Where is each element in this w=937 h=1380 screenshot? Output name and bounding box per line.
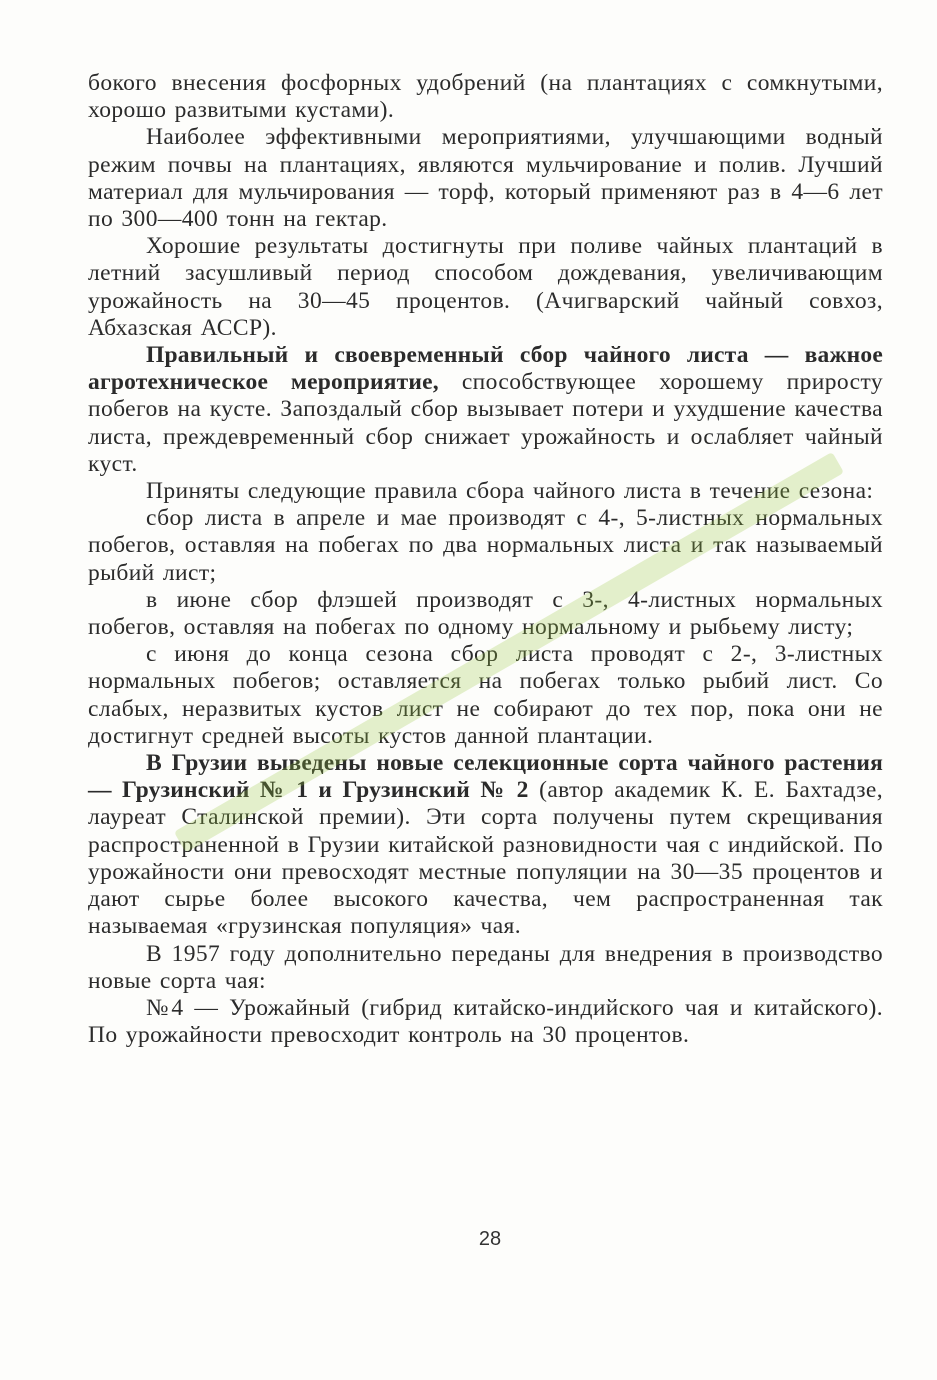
paragraph [88,641,883,750]
page-number: 28 [478,1228,502,1250]
text-run: сбор листа в апреле и мае производят с 4-, 5-листных нормальных побегов, оставляя на побегах по два нормальных листа и так называемый рыбий лист; [88,505,883,586]
paragraph [88,70,883,124]
paragraph [88,505,883,587]
paragraph [88,124,883,233]
text-run: Наиболее эффективными мероприятиями, улучшающими водный режим почвы на плантациях, являются мульчирование и полив. Лучший материал для мульчирования — торф, который применяют раз в 4—6 лет по 300—400 тонн на гектар. [88,124,883,233]
text-run: бокого внесения фосфорных удобрений (на плантациях с сомкнутыми, хорошо развитыми кустами). [88,70,883,124]
page-body-text [88,70,883,1049]
paragraph [88,233,883,342]
paragraph [88,478,883,505]
text-run: (автор академик К. Е. Бахтадзе, лауреат Сталинской премии). Эти сорта получены путем скрещивания распространенной в Грузии китайской разновидности чая с индийской. По урожайности они превосходят местные популяции на 30—35 процентов и дают сырье более высокого качества, чем распространенная так называемая «грузинская популяция» чая. [88,777,884,940]
bold-text-run: Правильный и своевременный сбор чайного листа — важное агротехническое мероприятие, [88,342,883,396]
text-run: Хорошие результаты достигнуты при поливе чайных плантаций в летний засушливый период способом дождевания, увеличивающим урожайность на 30—45 процентов. (Ачигварский чайный совхоз, Абхазская АССР). [88,233,883,341]
bold-text-run: В Грузии выведены новые селекционные сорта чайного растения — Грузинский № 1 и Грузинский № 2 [88,750,883,804]
text-run: с июня до конца сезона сбор листа проводят с 2-, 3-листных нормальных побегов; оставляется на побегах только рыбий лист. Со слабых, неразвитых кустов лист не собирают до тех пор, пока они не достигнут средней высоты кустов данной плантации. [88,641,883,749]
text-run: способствующее хорошему приросту побегов на кусте. Запоздалый сбор вызывает потери и ухудшение качества листа, преждевременный сбор снижает урожайность и ослабляет чайный куст. [88,369,883,477]
paragraph [88,750,883,940]
paragraph [88,941,883,995]
text-run: №4 — Урожайный (гибрид китайско-индийского чая и китайского). По урожайности превосходит контроль на 30 процентов. [88,994,883,1049]
paragraph [88,587,883,641]
paragraph [88,342,883,478]
paragraph [88,995,883,1049]
text-run: Приняты следующие правила сбора чайного листа в течение сезона: [146,478,874,505]
text-run: в июне сбор флэшей производят с 3-, 4-листных нормальных побегов, оставляя на побегах по одному нормальному и рыбьему листу; [88,586,883,641]
text-run: В 1957 году дополнительно переданы для внедрения в производство новые сорта чая: [88,940,883,994]
